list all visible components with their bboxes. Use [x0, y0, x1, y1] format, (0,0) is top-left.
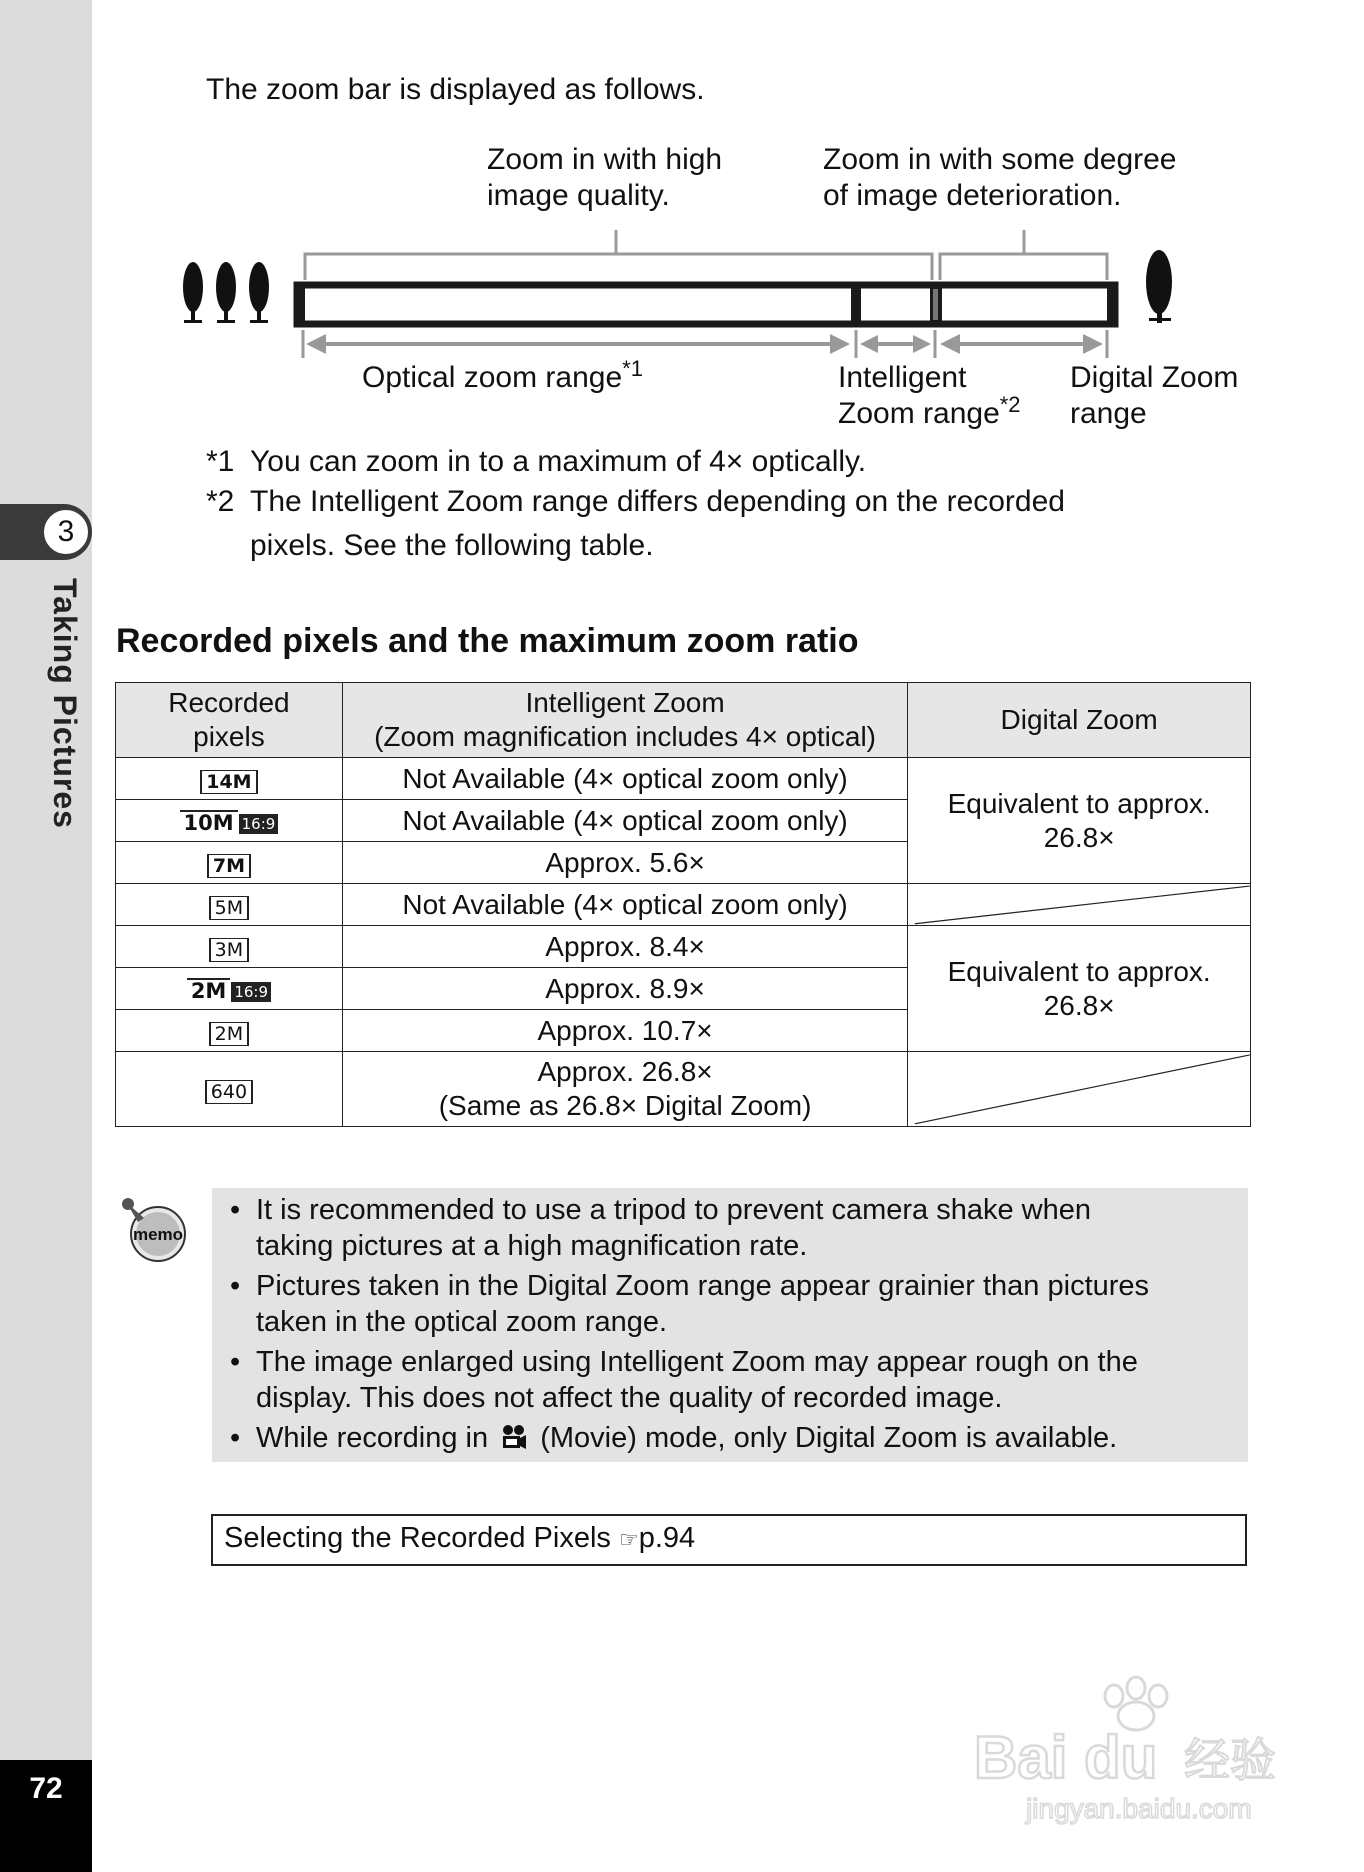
intelligent-cell: Not Available (4× optical zoom only): [342, 758, 907, 800]
label-deterioration-1: Zoom in with some degree: [823, 143, 1177, 176]
pixel-icon-3m: 3M: [116, 926, 343, 968]
bracket-high-quality: [305, 230, 932, 280]
zoom-ratio-table: [115, 682, 1251, 1127]
pixel-icon-2m-169: 2M 16:9: [116, 968, 343, 1010]
header-recorded-pixels: Recorded pixels: [116, 683, 343, 758]
note1-text: You can zoom in to a maximum of 4× optically.: [250, 445, 867, 478]
chapter-number: 3: [42, 508, 90, 556]
table-row: [116, 884, 1251, 926]
diagonal-slash: [908, 884, 1250, 925]
digital-range-label-2: range: [1070, 397, 1147, 430]
telephoto-icon: [1146, 250, 1172, 323]
movie-mode-icon: [500, 1424, 528, 1450]
note2-line1: The Intelligent Zoom range differs depending on the recorded: [250, 485, 1065, 518]
pixel-icon-7m: 7M: [116, 842, 343, 884]
note2-line2: pixels. See the following table.: [250, 529, 654, 562]
digital-cell-not-applicable: [908, 1052, 1251, 1127]
optical-divider: [851, 285, 861, 324]
table-row: [116, 1052, 1251, 1127]
table-row: [116, 758, 1251, 800]
intelligent-cell: Approx. 26.8× (Same as 26.8× Digital Zoom): [342, 1052, 907, 1127]
optical-range-arrow: [306, 334, 850, 354]
svg-text:Bai du: Bai du: [974, 1724, 1158, 1791]
zoom-bar: [297, 285, 1115, 324]
table-header-row: [116, 683, 1251, 758]
optical-range-label: Optical zoom range$^{*1}$: [362, 356, 643, 394]
memo-item: • The image enlarged using Intelligent Zoom may appear rough on the display. This does not affect the quality of recorded image.: [230, 1346, 1138, 1414]
digital-cell-group2: Equivalent to approx. 26.8×: [908, 926, 1251, 1052]
label-deterioration-2: of image deterioration.: [823, 179, 1122, 212]
pixel-icon-640: 640: [116, 1052, 343, 1127]
digital-range-arrow: [940, 334, 1103, 354]
label-high-quality-1: Zoom in with high: [487, 143, 723, 176]
baidu-watermark: [964, 1668, 1284, 1828]
header-intelligent-zoom: Intelligent Zoom (Zoom magnification includes 4× optical): [342, 683, 907, 758]
intelligent-cell: Approx. 10.7×: [342, 1010, 907, 1052]
intelligent-cell: Approx. 8.4×: [342, 926, 907, 968]
page-number: 72: [29, 1772, 63, 1805]
header-digital-zoom: Digital Zoom: [908, 683, 1251, 758]
label-high-quality-2: image quality.: [487, 179, 670, 212]
intelligent-range-arrow: [860, 335, 931, 353]
digital-range-label-1: Digital Zoom: [1070, 361, 1239, 394]
pixel-icon-14m: 14M: [116, 758, 343, 800]
memo-item: • It is recommended to use a tripod to prevent camera shake when taking pictures at a high magnification rate.: [230, 1194, 1091, 1262]
section-title: Recorded pixels and the maximum zoom ratio: [116, 622, 859, 660]
svg-text:经验: 经验: [1184, 1733, 1276, 1787]
intelligent-cell: Approx. 5.6×: [342, 842, 907, 884]
memo-item: • While recording in (Movie) mode, only Digital Zoom is available.: [230, 1422, 1118, 1454]
chapter-title: Taking Pictures: [47, 578, 83, 829]
bracket-deterioration: [940, 230, 1107, 280]
intelligent-range-label-1: Intelligent: [838, 361, 967, 394]
pixel-icon-5m: 5M: [116, 884, 343, 926]
intelligent-cell: Not Available (4× optical zoom only): [342, 884, 907, 926]
diagonal-slash: [908, 1052, 1250, 1126]
svg-text:memo: memo: [132, 1225, 184, 1244]
reference-link[interactable]: Selecting the Recorded Pixels ☞p.94: [224, 1522, 696, 1554]
svg-text:jingyan.baidu.com: jingyan.baidu.com: [1026, 1793, 1252, 1824]
pointing-hand-icon: ☞: [618, 1528, 639, 1553]
pixel-icon-2m: 2M: [116, 1010, 343, 1052]
intelligent-range-label-2: Zoom range$^{*2}$: [838, 392, 1021, 430]
digital-cell-group1: Equivalent to approx. 26.8×: [908, 758, 1251, 884]
memo-icon: [118, 1196, 190, 1262]
pixel-icon-10m-169: 10M 16:9: [116, 800, 343, 842]
note1-mark: *1: [206, 445, 235, 478]
intro-text: The zoom bar is displayed as follows.: [206, 73, 705, 106]
intelligent-cell: Not Available (4× optical zoom only): [342, 800, 907, 842]
note2-mark: *2: [206, 485, 235, 518]
digital-cell-not-applicable: [908, 884, 1251, 926]
intelligent-cell: Approx. 8.9×: [342, 968, 907, 1010]
table-row: [116, 926, 1251, 968]
wide-angle-icon: [183, 262, 269, 323]
memo-item: • Pictures taken in the Digital Zoom range appear grainier than pictures taken in the optical zoom range.: [230, 1270, 1150, 1338]
